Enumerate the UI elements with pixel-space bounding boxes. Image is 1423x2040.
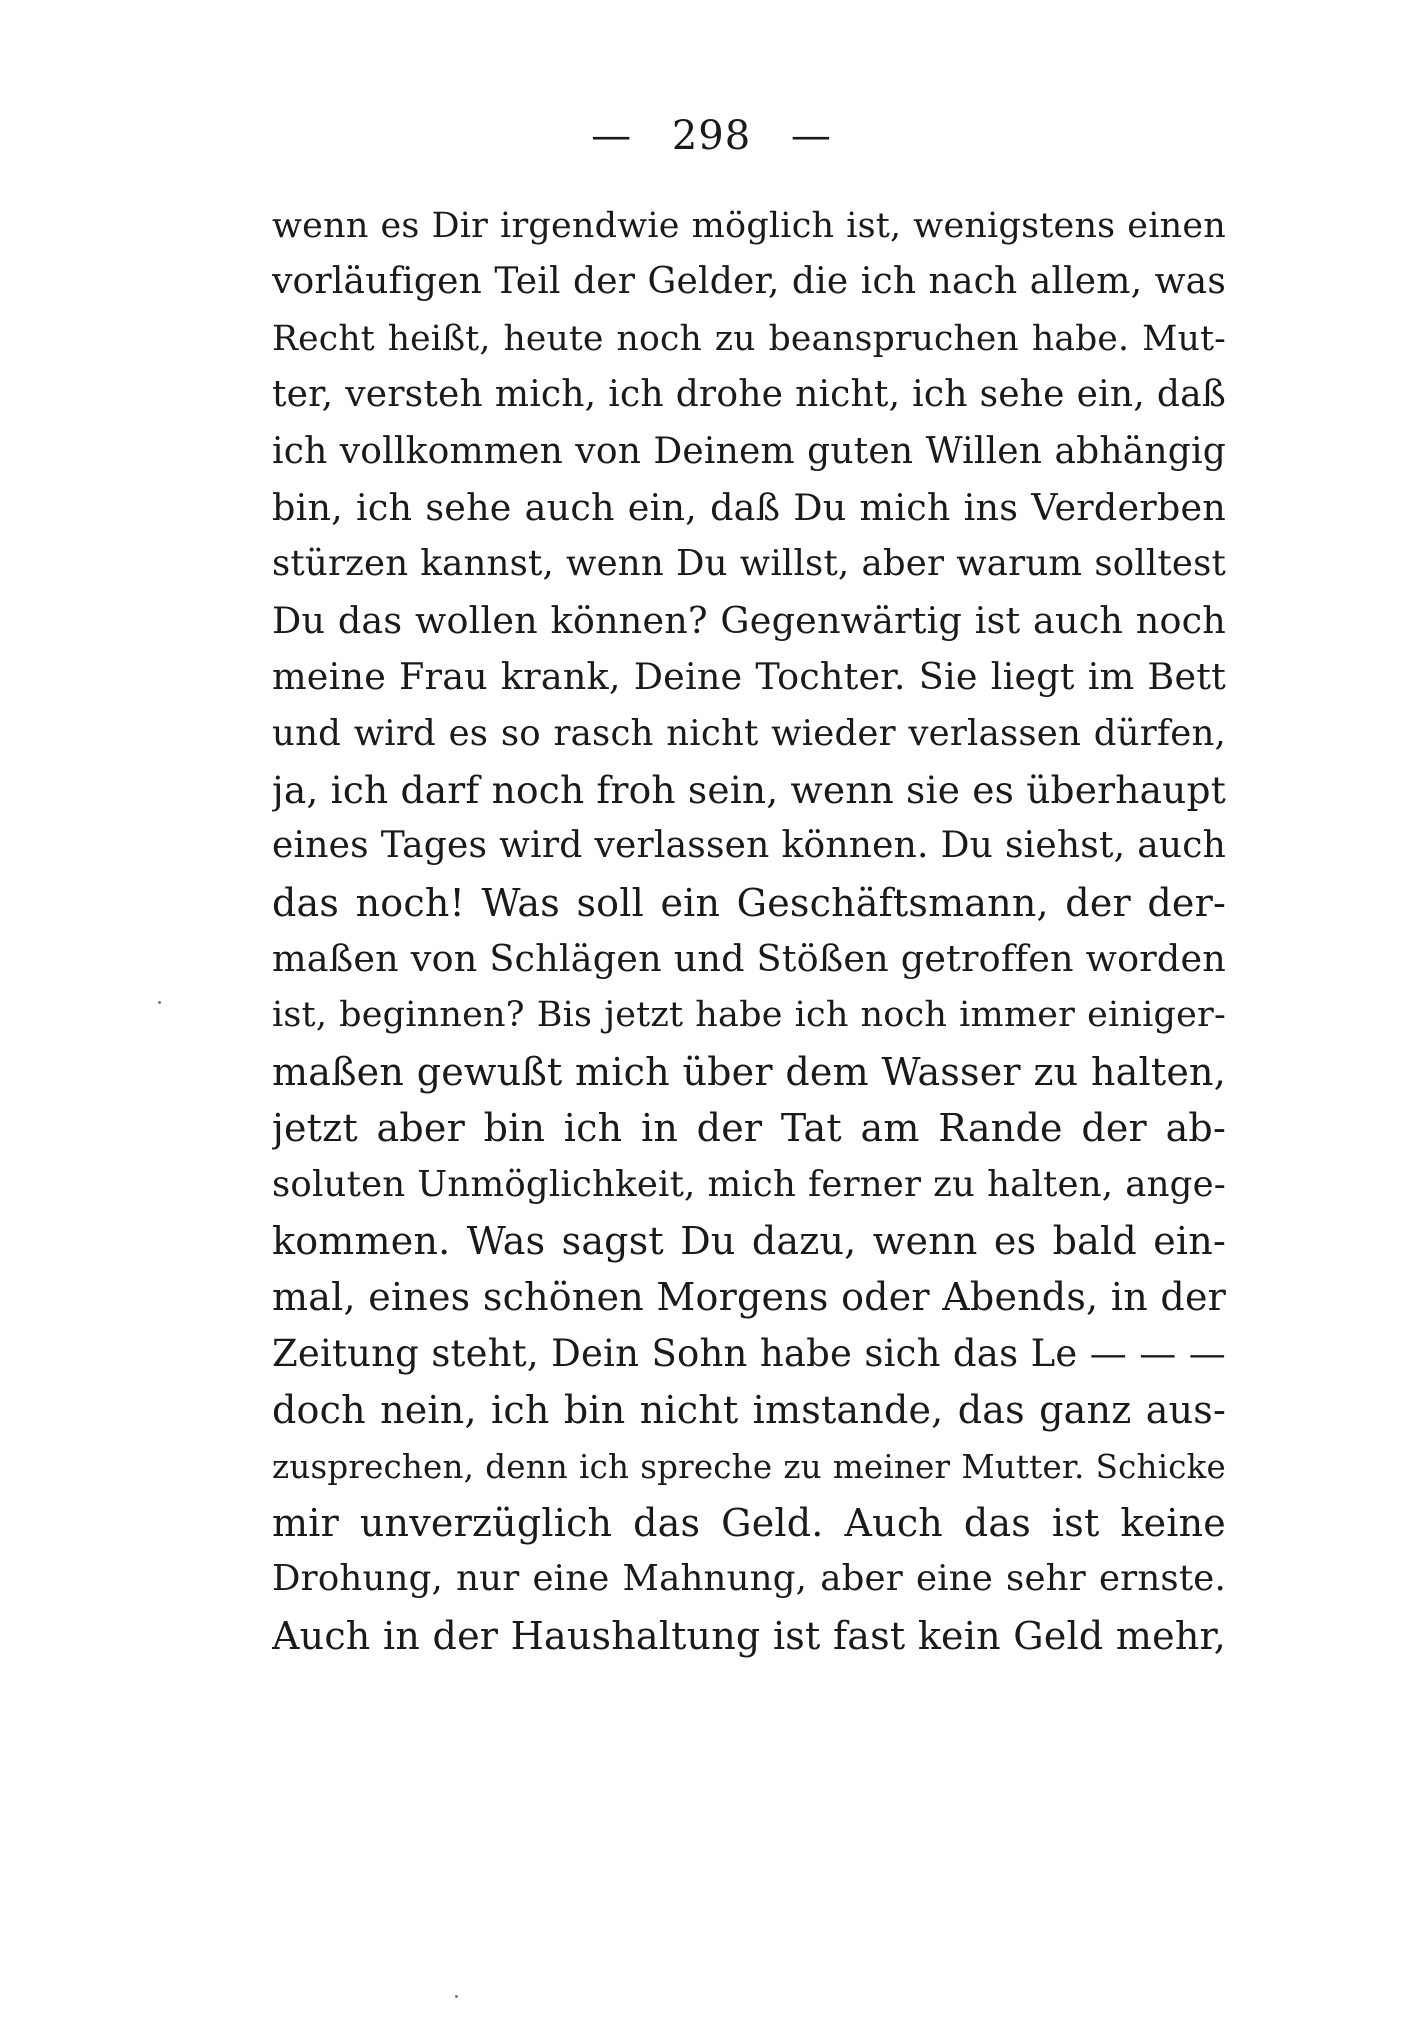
text-line: vorläufigen Teil der Gelder, die ich nach allem, was	[272, 261, 1226, 303]
text-line: mir unverzüglich das Geld. Auch das ist keine	[272, 1500, 1226, 1545]
text-line: Drohung, nur eine Mahnung, aber eine sehr ernste.	[272, 1558, 1226, 1600]
text-line: bin, ich sehe auch ein, daß Du mich ins Verderben	[272, 485, 1226, 529]
text-line: maßen von Schlägen und Stößen getroffen worden	[272, 937, 1226, 981]
text-line: Du das wollen können? Gegenwärtig ist auch noch	[272, 598, 1226, 642]
text-line: ter, versteh mich, ich drohe nicht, ich sehe ein, daß	[272, 374, 1226, 416]
header-dash-right: —	[790, 113, 832, 159]
text-line: ist, beginnen? Bis jetzt habe ich noch immer einiger-	[272, 995, 1226, 1036]
text-line: doch nein, ich bin nicht imstande, das ganz aus-	[272, 1388, 1226, 1433]
text-line: maßen gewußt mich über dem Wasser zu halten,	[272, 1049, 1226, 1094]
text-line: soluten Unmöglichkeit, mich ferner zu halten, ange-	[272, 1163, 1226, 1205]
text-line: meine Frau krank, Deine Tochter. Sie liegt im Bett	[272, 655, 1226, 699]
text-line: mal, eines schönen Morgens oder Abends, in der	[272, 1275, 1226, 1320]
text-line: kommen. Was sagst Du dazu, wenn es bald ein-	[272, 1219, 1226, 1264]
text-line: ja, ich darf noch froh sein, wenn sie es überhaupt	[272, 767, 1226, 812]
paper-speck	[158, 1001, 161, 1004]
text-line: Recht heißt, heute noch zu beanspruchen habe. Mut-	[272, 318, 1226, 359]
text-line: Auch in der Haushaltung ist fast kein Geld mehr,	[272, 1613, 1226, 1658]
text-line: Zeitung steht, Dein Sohn habe sich das Le — — —	[272, 1331, 1226, 1375]
text-line: und wird es so rasch nicht wieder verlassen dürfen,	[272, 712, 1226, 754]
text-line: ich vollkommen von Deinem guten Willen abhängig	[272, 430, 1226, 472]
text-line: eines Tages wird verlassen können. Du siehst, auch	[272, 825, 1226, 867]
body-text	[272, 198, 1226, 1664]
text-line: wenn es Dir irgendwie möglich ist, wenigstens einen	[272, 206, 1226, 246]
paper-speck	[455, 1995, 458, 1998]
text-line: zusprechen, denn ich spreche zu meiner Mutter. Schicke	[272, 1447, 1226, 1486]
page-number: 298	[671, 113, 752, 159]
page-header	[0, 112, 1423, 160]
text-line: stürzen kannst, wenn Du willst, aber warum solltest	[272, 543, 1226, 585]
text-line: das noch! Was soll ein Geschäftsmann, der der-	[272, 880, 1226, 925]
header-dash-left: —	[591, 113, 633, 159]
text-line: jetzt aber bin ich in der Tat am Rande der ab-	[272, 1106, 1226, 1151]
